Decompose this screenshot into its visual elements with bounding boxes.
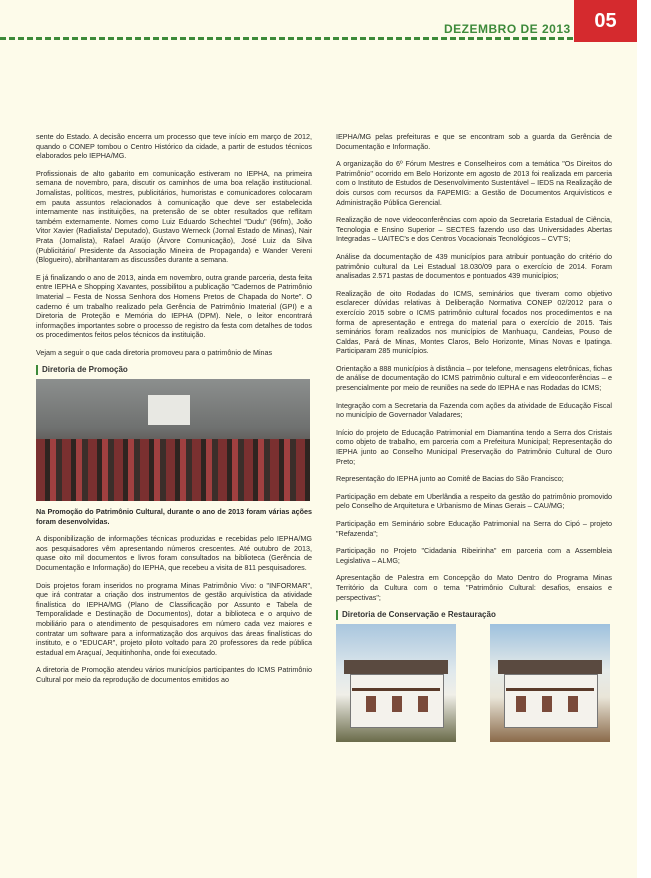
paragraph: Dois projetos foram inseridos no programa Minas Patrimônio Vivo: o "INFORMAR", que irá contratar a criação dos instrumentos de gestão arquivística da atividade finalística do IEPHA/MG (Plano de Classificação por Assunto e Tabela de Temporalidade e Destinação de Documentos), dotar a biblioteca e o arquivo de mobiliário para o atendimento de pesquisadores em número cada vez maiores e contratar um software para a informatização dos arquivos das áreas finalísticas do instituto, e o "EDUCAR", projeto piloto voltado para 20 professores da rede pública estadual em Araçuaí, Jequitinhonha, onde foi executado.	[36, 580, 312, 657]
paragraph: Integração com a Secretaria da Fazenda com ações da atividade de Educação Fiscal no município de Governador Valadares;	[336, 400, 612, 420]
building-photos	[336, 624, 612, 745]
paragraph: Apresentação de Palestra em Concepção do Mato Dentro do Programa Minas Território da Cultura com o tema "Patrimônio Cultural: desafios, ensaios e perspectivas";	[336, 573, 612, 602]
window	[392, 696, 402, 712]
paragraph: Representação do IEPHA junto ao Comitê de Bacias do São Francisco;	[336, 474, 564, 484]
paragraph: Análise da documentação de 439 municípios para atribuir pontuação do critério do patrimônio cultural da Lei Estadual 18.030/09 para o exercício de 2014. Foram analisadas 2.571 pastas de documentos e pontuados 439 municípios;	[336, 251, 612, 281]
page-number: 05	[574, 0, 637, 42]
audience-crowd	[36, 439, 310, 501]
window	[568, 696, 578, 712]
roof	[498, 660, 602, 674]
window	[516, 696, 526, 712]
historic-house-photo	[490, 624, 610, 742]
colonial-building-photo	[336, 624, 456, 742]
paragraph: Vejam a seguir o que cada diretoria promoveu para o patrimônio de Minas	[36, 347, 273, 357]
paragraph: Participação em Seminário sobre Educação Patrimonial na Serra do Cipó – projeto "Refazenda";	[336, 519, 612, 538]
header-date: DEZEMBRO DE 2013	[444, 22, 571, 36]
window	[366, 696, 376, 712]
roof	[344, 660, 448, 674]
paragraph: Realização de oito Rodadas do ICMS, seminários que tiveram como objetivo esclarecer dúvidas relativas à Deliberação Normativa CONEP 02/2012 para o exercício 2015 sobre o ICMS patrimônio cultural focados nos procedimentos e na forma de apresentação e entrega do material para o exercício de 2015. Tais seminários foram realizados nos municípios de Manhuaçu, Candeias, Pouso de Caldas, Pará de Minas, Montes Claros, Belo Horizonte, Minas Novas e Ipatinga. Participaram 285 municípios.	[336, 288, 612, 356]
paragraph: A organização do 6º Fórum Mestres e Conselheiros com a temática "Os Direitos do Patrimônio" ocorrido em Belo Horizonte em agosto de 2013 foi realizada em parceria com o Instituto de Estudos de Desenvolvimento Sustentável – IEDS na Realização de dois cursos com recursos da FAPEMIG: a Gestão de Documentos Arquivísticos e Administração Pública Gerencial.	[336, 159, 612, 207]
paragraph: Realização de nove videoconferências com apoio da Secretaria Estadual de Ciência, Tecnologia e Ensino Superior – SECTES fazendo uso das Universidades Abertas Integradas – UAITEC's e dos Centros Vocacionais Tecnológicos – CVT'S;	[336, 215, 612, 244]
paragraph: Participação no Projeto "Cidadania Ribeirinha" em parceria com a Assembleia Legislativa – ALMG;	[336, 546, 612, 565]
paragraph: IEPHA/MG pelas prefeituras e que se encontram sob a guarda da Gerência de Documentação e Informação.	[336, 132, 612, 151]
event-audience-photo	[36, 379, 310, 501]
right-column	[336, 132, 612, 744]
section-title-conservacao: Diretoria de Conservação e Restauração	[336, 610, 612, 620]
projection-screen	[148, 395, 190, 425]
left-column	[36, 132, 312, 693]
balcony	[352, 688, 440, 691]
paragraph: Início do projeto de Educação Patrimonial em Diamantina tendo a Serra dos Cristais como objeto de trabalho, em parceria com a Prefeitura Municipal; Representação do IEPHA junto ao Conselho Municipal Preservação do Patrimônio Cultural de Ouro Preto;	[336, 427, 612, 466]
section-title-promocao: Diretoria de Promoção	[36, 365, 312, 375]
window	[418, 696, 428, 712]
paragraph: A disponibilização de informações técnicas produzidas e recebidas pelo IEPHA/MG aos pesquisadores vêm apresentando números crescentes. Até outubro de 2013, quase oito mil documentos e livros foram consultados na biblioteca (Gerência de Documentação e Informação) do IEPHA, que recebeu a visita de 811 pesquisadores.	[36, 534, 312, 573]
window	[542, 696, 552, 712]
photo-caption: Na Promoção do Patrimônio Cultural, durante o ano de 2013 foram várias ações foram desenvolvidas.	[36, 507, 312, 526]
paragraph: Participação em debate em Uberlândia a respeito da gestão do patrimônio promovido pelo Conselho de Arquitetura e Urbanismo de Minas Gerais – CAU/MG;	[336, 491, 612, 511]
paragraph: E já finalizando o ano de 2013, ainda em novembro, outra grande parceria, desta feita entre IEPHA e Shopping Xavantes, possibilitou a publicação "Cadernos de Patrimônio Imaterial – Festa de Nossa Senhora dos Homens Pretos de Chapada do Norte". O caderno é um trabalho realizado pela Gerência de Patrimônio Imaterial (GPI) e a Diretoria de Proteção e Memória do IEPHA (DPM). Nele, o leitor encontrará informações importantes sobre o processo de registro da festa com detalhes de todos os procedimentos feitos pelos técnicos da instituição.	[36, 272, 312, 340]
page-edge	[637, 0, 651, 878]
balcony	[506, 688, 594, 691]
paragraph: sente do Estado. A decisão encerra um processo que teve início em março de 2012, quando o CONEP tombou o Centro Histórico da cidade, a partir de estudos técnicos elaborados pelo IEPHA/MG.	[36, 132, 312, 161]
paragraph: Orientação a 888 municípios à distância – por telefone, mensagens eletrônicas, fichas de análise de documentação do ICMS patrimônio cultural e em videoconferências – e presencialmente por meio de reuniões na sede do IEPHA e nas Rodadas do ICMS;	[336, 363, 612, 393]
paragraph: Profissionais de alto gabarito em comunicação estiveram no IEPHA, na primeira semana de novembro, para, discutir os caminhos de uma boa relação institucional. Jornalistas, políticos, mestres, publicitários, humoristas e comunicadores colocaram em pauta assuntos relacionados à comunicação que deve ser estabelecida internamente nas instituições, na pretensão de se obter resultados que reflitam também externamente. Nomes como Luiz Eduardo Schechtel "Dudu" (96fm), João Vitor Xavier (Radialista/ Deputado), Gustavo Werneck (Jornal Estado de Minas), Nair Prata (Jornalista), Rafael Araújo (Árvore Comunicação), José Luiz da Silva (Publicitário/ Presidente da Associação Mineira de Propaganda) e Wander Vereni (Blogueiro), abrilhantaram as discussões durante a semana.	[36, 168, 312, 265]
header-dashed-rule	[0, 37, 600, 40]
paragraph: A diretoria de Promoção atendeu vários municípios participantes do ICMS Patrimônio Cultural por meio da reprodução de documentos emitidos ao	[36, 665, 312, 684]
